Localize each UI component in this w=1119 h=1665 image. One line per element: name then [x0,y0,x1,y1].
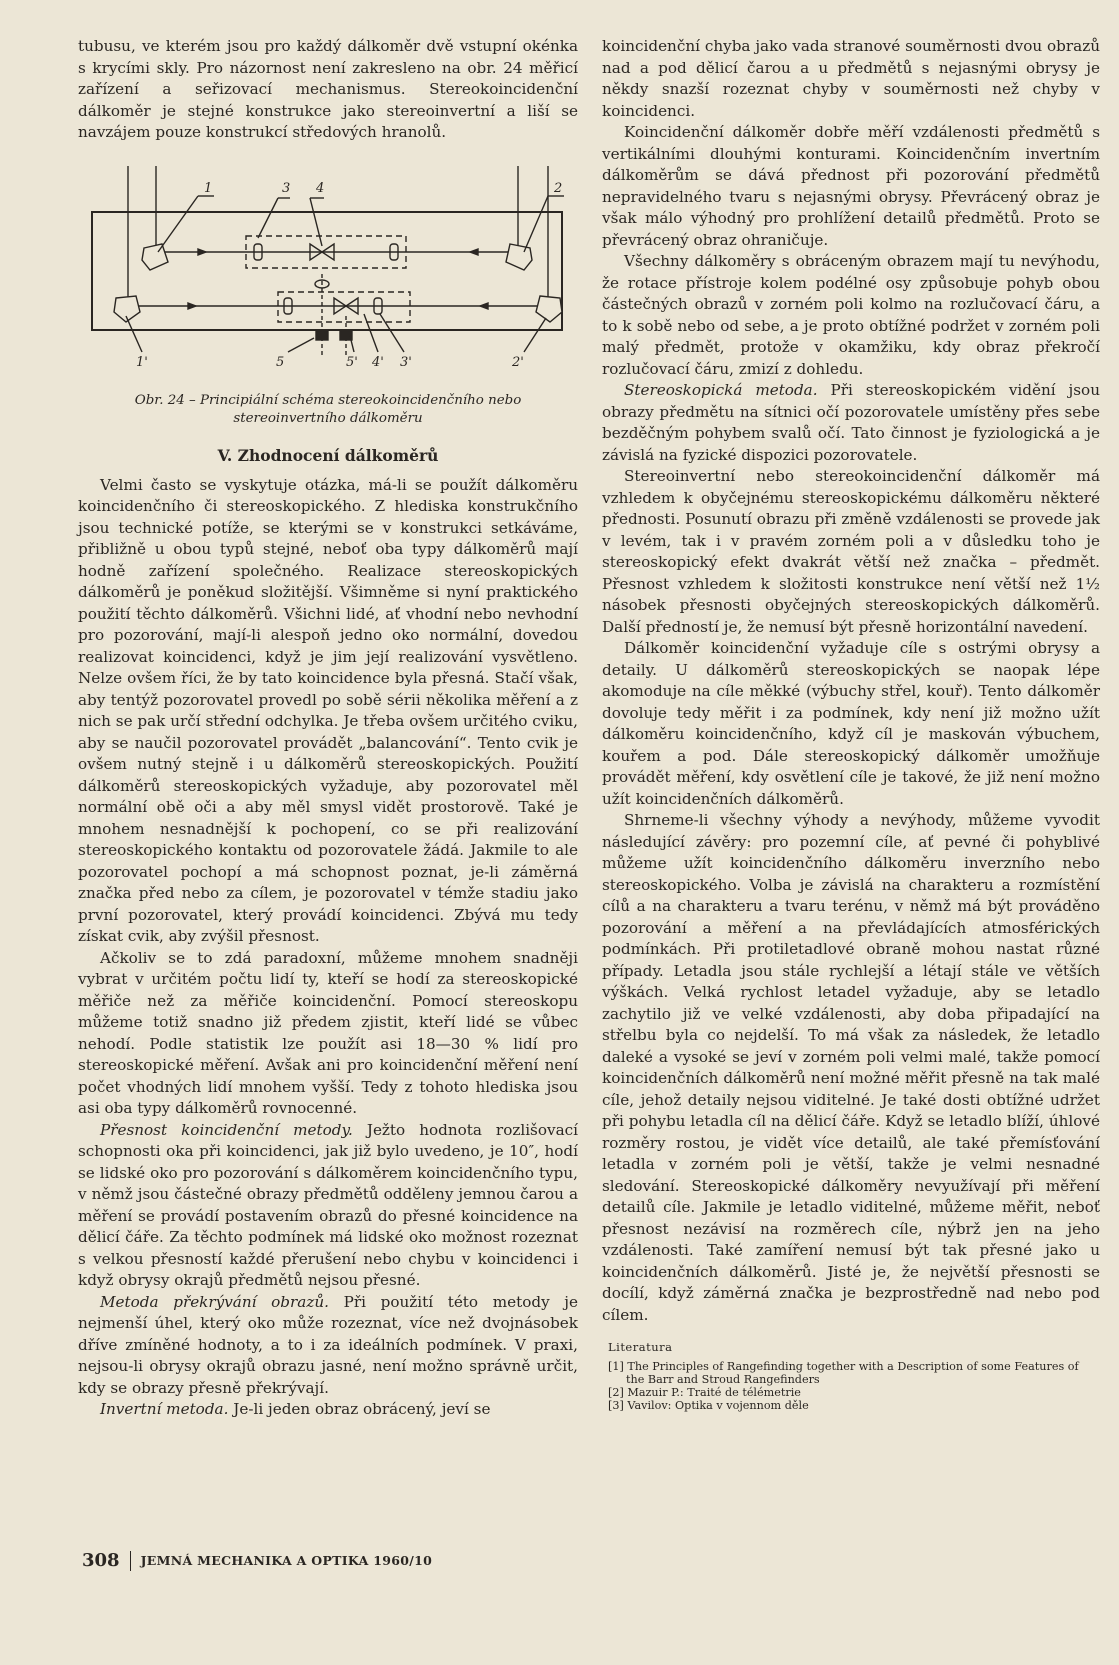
arrow-upper-left [198,249,206,255]
paragraph-text: Při stereoskopickém vidění jsou obrazy předmětu na sítnici očí pozorovatele umístěny přes sebe bezděčným pohybem svalů očí. Tato činnost je fyziologická a je závislá na fyzické dispozici pozorovatele. [602,381,1100,464]
leader-4 [310,198,322,246]
left-column [78,36,578,1421]
tube-outline [92,212,562,330]
right-column [602,36,1100,1412]
paragraph-overlap [78,1292,578,1400]
paragraph: koincidenční chyba jako vada stranové souměrnosti dvou obrazů nad a pod dělicí čarou a u předmětů s nejasnými obrysy je někdy snazší rozeznat chyby v souměrnosti než chyby v koincidenci. [602,37,1100,120]
leader-1 [158,196,198,252]
reference-item: [3] Vavilov: Optika v vojennom děle [608,1399,809,1412]
reference-item: [1] The Principles of Rangefinding together with a Description of some Features of the Barr and Stroud Rangefinders [608,1360,1079,1386]
arrow-lower-left [188,303,196,309]
rangefinder-schematic [78,156,578,388]
leader-4prime [364,314,378,352]
paragraph-precision [78,1120,578,1292]
paragraph: Velmi často se vyskytuje otázka, má-li se použít dálkoměru koincidenčního či stereoskopického. Z hlediska konstrukčního jsou technické potíže, se kterými se v konstrukci setkáváme, přibližně u obou typů stejné, neboť oba typy dálkoměrů mají hodně zařízení společného. Realizace stereoskopických dálkoměrů je poněkud složitější. Všimněme si nyní praktického použití těchto dálkoměrů. Všichni lidé, ať vhodní nebo nevhodní pro pozorování, mají-li alespoň jedno oko normální, dovedou realizovat koincidenci, když je jim její realizování vysvětleno. Nelze ovšem říci, že by tato koincidence byla přesná. Stačí však, aby tentýž pozorovatel provedl po sobě sérii několika měření a z nich se pak určí střední odchylka. Je třeba ovšem určitého cviku, aby se naučil pozorovatel provádět „balancování“. Tento cvik je ovšem nutný stejně i u dálkoměrů stereoskopických. Použití dálkoměrů stereoskopických vyžaduje, aby pozorovatel měl normální obě oči a aby měl smysl vidět prostorově. Také je mnohem nesnadnější k pochopení, co se při realizování stereoskopického kontaktu od pozorovatele žádá. Jakmile to ale pozorovatel pochopí a má schopnost poznat, je-li záměrná značka před nebo za cílem, je pozorovatel v témže stadiu jako první pozorovatel, který provádí koincidenci. Zbývá mu tedy získat cvik, aby zvýšil přesnost. [78,475,578,945]
prism-1 [142,244,168,270]
prism-2 [506,244,532,270]
prism-2prime [536,296,562,322]
label-5: 5 [276,354,285,370]
arrow-lower-right [480,303,488,309]
eyepiece-5 [316,330,328,340]
label-2: 2 [554,180,563,196]
run-in-heading: Stereoskopická metoda. [624,381,818,399]
intro-paragraph: tubusu, ve kterém jsou pro každý dálkoměr dvě vstupní okénka s krycími skly. Pro názornost není zakresleno na obr. 24 měřicí zařízení a seřizovací mechanismus. Stereokoincidenční dálkoměr je stejné konstrukce jako stereoinvertní a liší se navzájem pouze konstrukcí středových hranolů. [78,37,578,141]
footer-divider [130,1551,131,1571]
paragraph-invert [78,1399,578,1421]
paragraph: Shrneme-li všechny výhody a nevýhody, můžeme vyvodit následující závěry: pro pozemní cíle, ať pevné či pohyblivé můžeme užít koincidenčního dálkoměru inverzního nebo stereoskopického. Volba je závislá na charakteru a rozmístění cílů a na charakteru a tvaru terénu, v němž má být prováděno pozorování a měření a na převládajících atmosférických podmínkách. Při protiletadlové obraně mohou nastat různé případy. Letadla jsou stále rychlejší a létají stále ve větších výškách. Velká rychlost letadel vyžaduje, aby se letadlo zachytilo již ve velké vzdálenosti, aby doba připadající na střelbu byla co nejdelší. To má však za následek, že letadlo daleké a vysoké se jeví v zorném poli velmi malé, takže pomocí koincidenčních dálkoměrů není možné měřit přesně na tak malé cíle, jehož detaily nejsou viditelné. Je také dosti obtížné udržet při pohybu letadla cíl na dělicí čáře. Když se letadlo blíží, úhlové rozměry rostou, je vidět více detailů, ale také přemísťování letadla v zorném poli je větší, takže je velmi nesnadné sledování. Stereoskopické dálkoměry nevyužívají při měření detailů cíle. Jakmile je letadlo viditelné, můžeme měřit, neboť přesnost nezávisí na rozměrech cíle, nýbrž jen na jeho vzdálenosti. Také zamíření nemusí být tak přesné jako u koincidenčních dálkoměrů. Jisté je, že největší přesnosti se docílí, když záměrná značka je bezprostředně nad nebo pod cílem. [602,811,1100,1324]
paragraph: Dálkoměr koincidenční vyžaduje cíle s ostrými obrysy a detaily. U dálkoměrů stereoskopických se naopak lépe akomoduje na cíle měkké (výbuchy střel, kouř). Tento dálkoměr dovoluje tedy měřit i za podmínek, kdy není již možno užít dálkoměru koincidenčního, když cíl je maskován výbuchem, kouřem a pod. Dále stereoskopický dálkoměr umožňuje provádět měření, kdy osvětlení cíle je takové, že již není možno užít koincidenčních dálkoměrů. [602,639,1100,808]
leader-1prime [126,316,142,352]
label-3: 3 [282,180,291,196]
paragraph-text: Při použití této metody je nejmenší úhel, který oko může rozeznat, více než dvojnásobek dříve zmíněné hodnoty, a to i za ideálních podmínek. V praxi, nejsou-li obrysy okrajů obrazu jasné, není možno správně určit, kdy se obrazy přesně překrývají. [78,1292,578,1397]
label-3prime: 3' [400,354,412,370]
leader-5 [288,338,314,352]
label-5prime: 5' [346,354,358,370]
run-in-heading: Přesnost koincidenční metody. [100,1120,353,1139]
label-1prime: 1' [136,354,148,370]
paragraph: Ačkoliv se to zdá paradoxní, můžeme mnohem snadněji vybrat v určitém počtu lidí ty, kteří se hodí za stereoskopické měřiče než za měřiče koincidenční. Pomocí stereoskopu můžeme totiž snadno již předem zjistit, kteří lidé se vůbec nehodí. Podle statistik lze použít asi 18—30 % lidí pro stereoskopické měření. Avšak ani pro koincidenční měření není počet vhodných lidí mnohem vyšší. Tedy z tohoto hlediska jsou asi oba typy dálkoměrů rovnocenné. [78,948,578,1117]
paragraph: Stereoinvertní nebo stereokoincidenční dálkoměr má vzhledem k obyčejnému stereoskopickému dálkoměru některé přednosti. Posunutí obrazu při změně vzdálenosti se provede jak v levém, tak i v pravém zorném poli a v důsledku toho je stereoskopický efekt dvakrát větší než značka – předmět. Přesnost vzhledem k složitosti konstrukce není větší než 1½ násobek přesnosti obyčejných stereoskopických dálkoměrů. Další předností je, že nemusí být přesně horizontální navedení. [602,467,1100,636]
journal-name: JEMNÁ MECHANIKA A OPTIKA 1960/10 [140,1553,433,1568]
leader-2prime [524,318,546,352]
figure-24 [78,156,578,388]
reference-item: [2] Mazuir P.: Traité de télémetrie [608,1386,801,1399]
paragraph-stereo [602,380,1100,466]
literature-title: Literatura [608,1340,673,1354]
leader-3 [258,198,278,238]
label-4: 4 [316,180,325,196]
label-1: 1 [204,180,213,196]
arrow-upper-right [470,249,478,255]
paragraph: Koincidenční dálkoměr dobře měří vzdálenosti předmětů s vertikálními dlouhými konturami. Koincidenčním invertním dálkoměrům se dává přednost při pozorování předmětů nepravidelného tvaru s nejasnými obrysy. Převrácený obraz je však málo výhodný pro prohlížení detailů předmětů. Proto se převrácený obraz ohraničuje. [602,123,1100,249]
paragraph-text: Je-li jeden obraz obrácený, jeví se [228,1400,491,1418]
run-in-heading: Invertní metoda. [100,1400,229,1418]
page-number: 308 [82,1550,120,1571]
page-footer [82,1550,432,1571]
label-4prime: 4' [372,354,384,370]
leader-2 [524,196,548,252]
figure-caption: Obr. 24 – Principiální schéma stereokoincidenčního nebo stereoinvertního dálkoměru [134,392,522,426]
label-2prime: 2' [512,354,524,370]
paragraph: Všechny dálkoměry s obráceným obrazem mají tu nevýhodu, že rotace přístroje kolem podélné osy způsobuje pohyb obou částečných obrazů v zorném poli kolmo na rozlučovací čáru, a to k sobě nebo od sebe, a je proto obtížné podržet v zorném poli malý předmět, protože v okamžiku, kdy obraz překročí rozlučovací čáru, zmizí z dohledu. [602,252,1100,378]
run-in-heading: Metoda překrývání obrazů. [100,1292,329,1311]
section-heading: V. Zhodnocení dálkoměrů [217,445,439,465]
leader-3prime [380,314,404,352]
paragraph-text: Ježto hodnota rozlišovací schopnosti oka při koincidenci, jak již bylo uvedeno, je 10″, hodí se lidské oko pro pozorování s dálkoměrem koincidenčního typu, v němž jsou částečné obrazy předmětů odděleny jemnou čarou a měření se provádí postavením obrazů do přesné koincidence na dělicí čáře. Za těchto podmínek má lidské oko možnost rozeznat s velkou přesností každé přerušení nebo chybu v koincidenci i když obrysy okrajů předmětů nejsou přesné. [78,1120,578,1289]
